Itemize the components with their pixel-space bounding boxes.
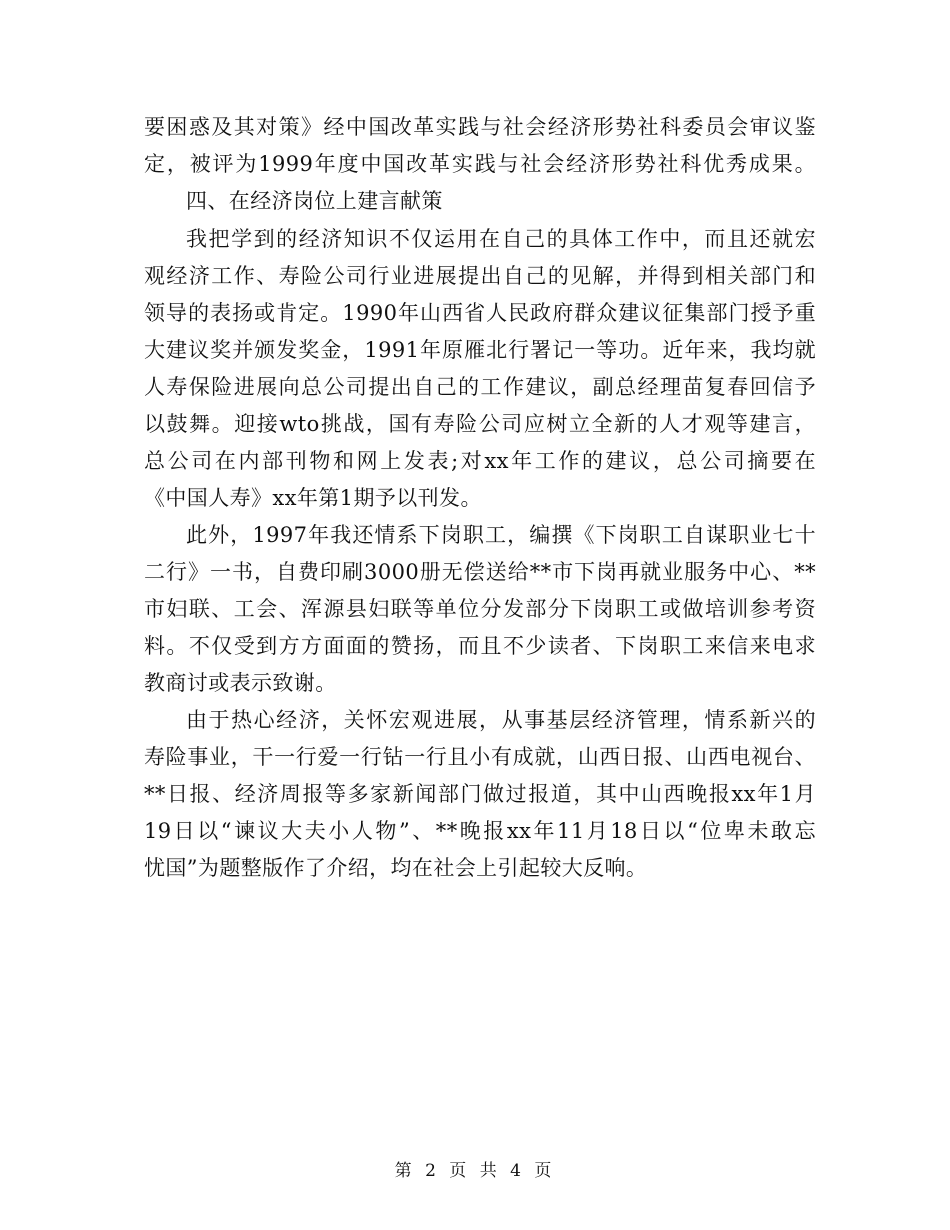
text-line: 人寿保险进展向总公司提出自己的工作建议，副总经理苗复春回信予	[144, 375, 816, 399]
text-line: 二行》一书，自费印刷3000册无偿送给**市下岗再就业服务中心、**	[144, 560, 816, 584]
page-number-footer: 第 2 页 共 4 页	[394, 1161, 556, 1181]
section-heading: 四、在经济岗位上建言献策	[186, 189, 443, 213]
text-line: 料。不仅受到方方面面的赞扬，而且不少读者、下岗职工来信来电求	[144, 634, 816, 658]
text-line: 此外，1997年我还情系下岗职工，编撰《下岗职工自谋职业七十	[186, 523, 816, 547]
text-line: 领导的表扬或肯定。1990年山西省人民政府群众建议征集部门授予重	[144, 301, 816, 325]
text-line: **日报、经济周报等多家新闻部门做过报道，其中山西晚报xx年1月	[144, 782, 816, 806]
text-line: 19日以“谏议大夫小人物”、**晚报xx年11月18日以“位卑未敢忘	[144, 819, 816, 843]
text-line: 大建议奖并颁发奖金，1991年原雁北行署记一等功。近年来，我均就	[144, 338, 816, 362]
text-line: 寿险事业，干一行爱一行钻一行且小有成就，山西日报、山西电视台、	[144, 745, 816, 769]
text-line: 定，被评为1999年度中国改革实践与社会经济形势社科优秀成果。	[144, 152, 816, 176]
text-line: 我把学到的经济知识不仅运用在自己的具体工作中，而且还就宏	[186, 227, 816, 251]
text-line: 教商讨或表示致谢。	[144, 671, 337, 695]
text-line: 由于热心经济，关怀宏观进展，从事基层经济管理，情系新兴的	[186, 708, 816, 732]
text-line: 以鼓舞。迎接wto挑战，国有寿险公司应树立全新的人才观等建言，	[144, 412, 816, 436]
text-line: 观经济工作、寿险公司行业进展提出自己的见解，并得到相关部门和	[144, 264, 816, 288]
text-line: 《中国人寿》xx年第1期予以刊发。	[144, 486, 482, 510]
text-line: 忧国”为题整版作了介绍，均在社会上引起较大反响。	[144, 856, 648, 880]
text-line: 要困惑及其对策》经中国改革实践与社会经济形势社科委员会审议鉴	[144, 115, 816, 139]
text-line: 总公司在内部刊物和网上发表;对xx年工作的建议，总公司摘要在	[144, 449, 816, 473]
text-line: 市妇联、工会、浑源县妇联等单位分发部分下岗职工或做培训参考资	[144, 597, 816, 621]
